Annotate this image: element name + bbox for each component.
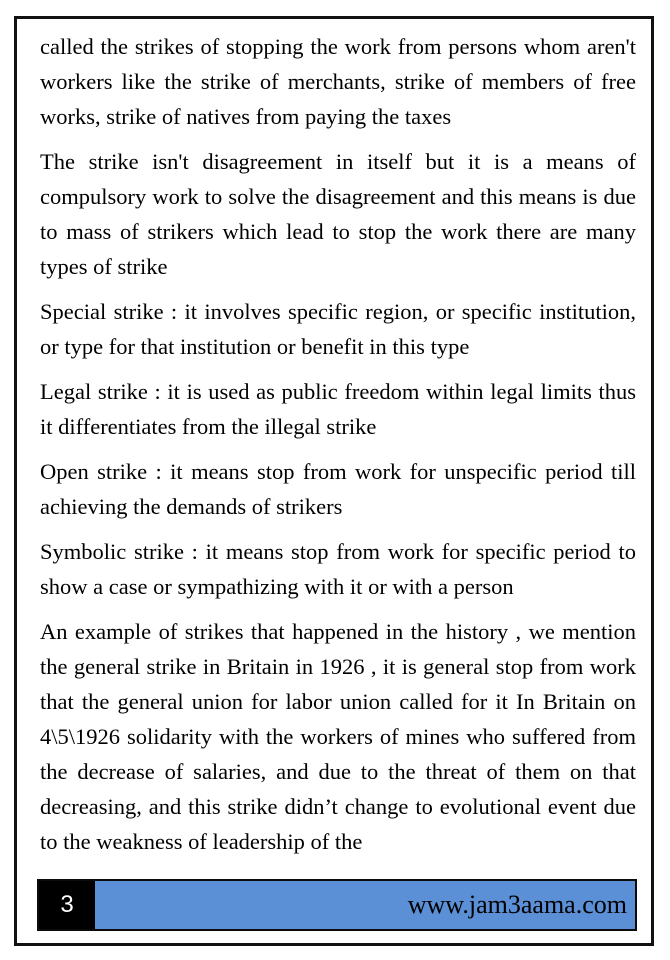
paragraph-1: called the strikes of stopping the work from persons whom aren't workers like the strike of merchants, strike of members of free works, strike of natives from paying the taxes <box>40 34 636 129</box>
paragraph-example: An example of strikes that happened in the history , we mention the general strike in Britain in 1926 , it is general stop from work that the general union for labor union called for it In Britain on 4\5\1926 solidarity with the workers of mines who suffered from the decrease of salaries, and due to the threat of them on that decreasing, and this strike didn’t change to evolutional event due to the weakness of leadership of the <box>40 619 636 854</box>
page-frame <box>14 16 654 946</box>
paragraph-legal-strike: Legal strike : it is used as public freedom within legal limits thus it differentiates from the illegal strike <box>40 379 636 439</box>
page-number: 3 <box>39 881 95 929</box>
paragraph-symbolic-strike: Symbolic strike : it means stop from work for specific period to show a case or sympathizing with it or with a person <box>40 539 636 599</box>
paragraph-special-strike: Special strike : it involves specific region, or specific institution, or type for that institution or benefit in this type <box>40 299 636 359</box>
website-url: www.jam3aama.com <box>407 890 627 919</box>
footer-bar <box>95 881 635 929</box>
page-footer <box>37 879 637 931</box>
document-body <box>40 29 636 869</box>
paragraph-open-strike: Open strike : it means stop from work for unspecific period till achieving the demands of strikers <box>40 459 636 519</box>
paragraph-2: The strike isn't disagreement in itself but it is a means of compulsory work to solve the disagreement and this means is due to mass of strikers which lead to stop the work there are many types of strike <box>40 149 636 279</box>
